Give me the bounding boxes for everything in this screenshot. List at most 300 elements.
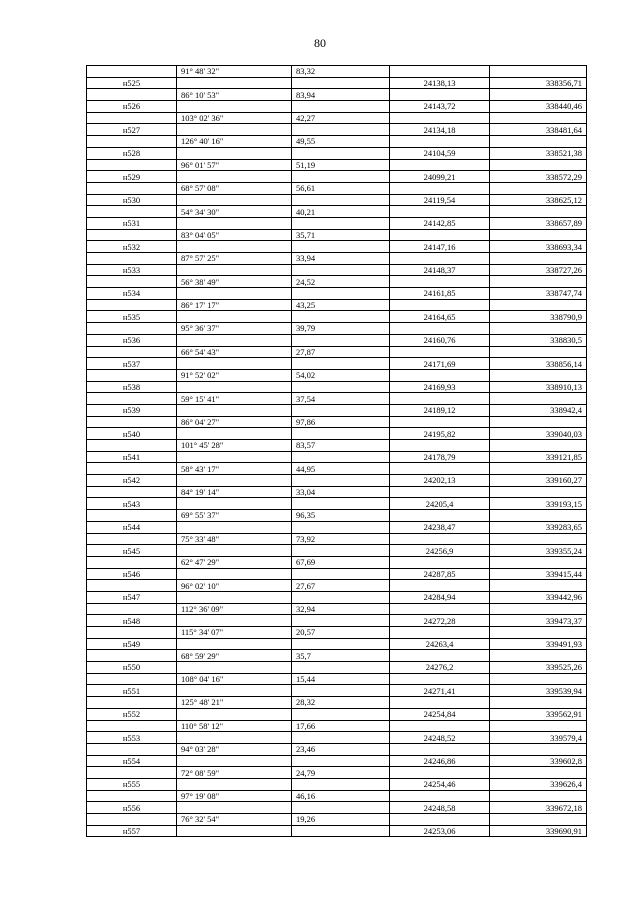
empty-cell [177,521,292,533]
empty-cell [490,533,587,545]
empty-cell [177,708,292,720]
empty-cell [390,182,490,194]
empty-cell [292,685,390,697]
empty-cell [490,89,587,101]
y-coordinate-cell: 339283,65 [490,521,587,533]
survey-table [86,65,587,837]
empty-cell [390,463,490,475]
point-name-cell: н542 [87,475,177,487]
empty-cell [177,311,292,323]
length-cell: 39,79 [292,323,390,335]
empty-cell [490,603,587,615]
empty-cell [490,673,587,685]
y-coordinate-cell: 338657,89 [490,217,587,229]
empty-cell [87,743,177,755]
empty-cell [390,743,490,755]
angle-cell: 75° 33' 48" [177,533,292,545]
point-row [87,802,587,814]
x-coordinate-cell: 24138,13 [390,77,490,89]
point-name-cell: н556 [87,802,177,814]
length-cell: 19,26 [292,814,390,826]
empty-cell [87,369,177,381]
angle-cell: 84° 19' 14" [177,486,292,498]
empty-cell [390,790,490,802]
empty-cell [390,650,490,662]
y-coordinate-cell: 338356,71 [490,77,587,89]
empty-cell [87,790,177,802]
angle-cell: 62° 47' 29" [177,556,292,568]
empty-cell [390,580,490,592]
point-name-cell: н539 [87,404,177,416]
empty-cell [292,428,390,440]
empty-cell [87,720,177,732]
empty-cell [292,591,390,603]
x-coordinate-cell: 24246,86 [390,755,490,767]
point-name-cell: н550 [87,662,177,674]
empty-cell [177,428,292,440]
empty-cell [292,217,390,229]
x-coordinate-cell: 24134,18 [390,124,490,136]
angle-cell: 91° 52' 02" [177,369,292,381]
empty-cell [87,580,177,592]
empty-cell [292,615,390,627]
empty-cell [87,206,177,218]
length-cell: 49,55 [292,136,390,148]
edge-row [87,697,587,709]
empty-cell [490,206,587,218]
empty-cell [390,440,490,452]
empty-cell [292,264,390,276]
length-cell: 33,04 [292,486,390,498]
edge-row [87,229,587,241]
point-row [87,381,587,393]
y-coordinate-cell: 339473,37 [490,615,587,627]
y-coordinate-cell: 339415,44 [490,568,587,580]
empty-cell [177,217,292,229]
empty-cell [87,603,177,615]
angle-cell: 103° 02' 36" [177,112,292,124]
y-coordinate-cell: 338693,34 [490,241,587,253]
point-row [87,147,587,159]
y-coordinate-cell: 339690,91 [490,825,587,837]
empty-cell [390,346,490,358]
edge-row [87,393,587,405]
empty-cell [87,510,177,522]
edge-row [87,89,587,101]
point-name-cell: н528 [87,147,177,159]
empty-cell [292,708,390,720]
edge-row [87,206,587,218]
edge-row [87,767,587,779]
edge-row [87,182,587,194]
length-cell: 96,35 [292,510,390,522]
empty-cell [390,697,490,709]
edge-row [87,346,587,358]
point-row [87,638,587,650]
empty-cell [490,346,587,358]
length-cell: 23,46 [292,743,390,755]
empty-cell [177,451,292,463]
empty-cell [390,673,490,685]
point-name-cell: н552 [87,708,177,720]
edge-row [87,650,587,662]
angle-cell: 59° 15' 41" [177,393,292,405]
y-coordinate-cell: 339562,91 [490,708,587,720]
y-coordinate-cell: 338481,64 [490,124,587,136]
point-row [87,521,587,533]
edge-row [87,510,587,522]
angle-cell: 112° 36' 09" [177,603,292,615]
empty-cell [490,299,587,311]
x-coordinate-cell: 24248,52 [390,732,490,744]
point-name-cell: н546 [87,568,177,580]
length-cell: 73,92 [292,533,390,545]
length-cell: 43,25 [292,299,390,311]
edge-row [87,440,587,452]
empty-cell [292,662,390,674]
y-coordinate-cell: 338727,26 [490,264,587,276]
empty-cell [490,580,587,592]
empty-cell [490,556,587,568]
y-coordinate-cell: 339672,18 [490,802,587,814]
point-row [87,241,587,253]
empty-cell [292,101,390,113]
empty-cell [292,498,390,510]
angle-cell: 86° 10' 53" [177,89,292,101]
point-row [87,732,587,744]
y-coordinate-cell: 338572,29 [490,171,587,183]
x-coordinate-cell: 24160,76 [390,334,490,346]
length-cell: 51,19 [292,159,390,171]
empty-cell [87,253,177,265]
edge-row [87,66,587,78]
empty-cell [490,720,587,732]
angle-cell: 87° 57' 25" [177,253,292,265]
angle-cell: 110° 58' 12" [177,720,292,732]
empty-cell [390,159,490,171]
point-row [87,124,587,136]
empty-cell [87,673,177,685]
empty-cell [292,825,390,837]
empty-cell [177,264,292,276]
empty-cell [87,276,177,288]
empty-cell [87,229,177,241]
empty-cell [490,276,587,288]
empty-cell [490,790,587,802]
edge-row [87,323,587,335]
y-coordinate-cell: 339355,24 [490,545,587,557]
empty-cell [177,825,292,837]
point-name-cell: н551 [87,685,177,697]
point-name-cell: н544 [87,521,177,533]
empty-cell [87,182,177,194]
empty-cell [87,814,177,826]
point-name-cell: н540 [87,428,177,440]
y-coordinate-cell: 338747,74 [490,288,587,300]
empty-cell [177,615,292,627]
point-row [87,755,587,767]
point-row [87,358,587,370]
x-coordinate-cell: 24164,65 [390,311,490,323]
x-coordinate-cell: 24272,28 [390,615,490,627]
empty-cell [87,486,177,498]
x-coordinate-cell: 24284,94 [390,591,490,603]
empty-cell [177,101,292,113]
x-coordinate-cell: 24142,85 [390,217,490,229]
angle-cell: 66° 54' 43" [177,346,292,358]
empty-cell [87,697,177,709]
y-coordinate-cell: 338521,38 [490,147,587,159]
angle-cell: 56° 38' 49" [177,276,292,288]
x-coordinate-cell: 24178,79 [390,451,490,463]
edge-row [87,720,587,732]
empty-cell [177,241,292,253]
empty-cell [177,334,292,346]
x-coordinate-cell: 24238,47 [390,521,490,533]
point-name-cell: н541 [87,451,177,463]
empty-cell [177,77,292,89]
empty-cell [490,323,587,335]
empty-cell [177,755,292,767]
point-row [87,498,587,510]
length-cell: 37,54 [292,393,390,405]
empty-cell [390,556,490,568]
y-coordinate-cell: 339602,8 [490,755,587,767]
empty-cell [490,253,587,265]
edge-row [87,253,587,265]
empty-cell [177,568,292,580]
edge-row [87,112,587,124]
angle-cell: 95° 36' 37" [177,323,292,335]
length-cell: 20,57 [292,627,390,639]
empty-cell [390,112,490,124]
empty-cell [490,112,587,124]
length-cell: 15,44 [292,673,390,685]
empty-cell [292,381,390,393]
point-name-cell: н555 [87,778,177,790]
point-row [87,194,587,206]
angle-cell: 68° 59' 29" [177,650,292,662]
y-coordinate-cell: 339579,4 [490,732,587,744]
y-coordinate-cell: 339040,03 [490,428,587,440]
length-cell: 97,86 [292,416,390,428]
length-cell: 32,94 [292,603,390,615]
angle-cell: 94° 03' 28" [177,743,292,755]
x-coordinate-cell: 24271,41 [390,685,490,697]
x-coordinate-cell: 24119,54 [390,194,490,206]
angle-cell: 115° 34' 07" [177,627,292,639]
length-cell: 83,94 [292,89,390,101]
empty-cell [390,767,490,779]
empty-cell [292,311,390,323]
empty-cell [490,393,587,405]
empty-cell [490,440,587,452]
y-coordinate-cell: 338790,9 [490,311,587,323]
point-row [87,545,587,557]
angle-cell: 68° 57' 08" [177,182,292,194]
empty-cell [490,486,587,498]
page-number: 80 [314,36,326,50]
x-coordinate-cell: 24148,37 [390,264,490,276]
y-coordinate-cell: 339626,4 [490,778,587,790]
x-coordinate-cell: 24195,82 [390,428,490,440]
y-coordinate-cell: 338856,14 [490,358,587,370]
empty-cell [87,323,177,335]
point-row [87,77,587,89]
y-coordinate-cell: 339160,27 [490,475,587,487]
x-coordinate-cell: 24099,21 [390,171,490,183]
empty-cell [87,767,177,779]
empty-cell [390,627,490,639]
x-coordinate-cell: 24143,72 [390,101,490,113]
empty-cell [177,545,292,557]
edge-row [87,299,587,311]
length-cell: 35,7 [292,650,390,662]
point-name-cell: н549 [87,638,177,650]
angle-cell: 126° 40' 16" [177,136,292,148]
empty-cell [177,147,292,159]
empty-cell [177,358,292,370]
empty-cell [390,486,490,498]
x-coordinate-cell: 24248,58 [390,802,490,814]
angle-cell: 96° 02' 10" [177,580,292,592]
x-coordinate-cell: 24147,16 [390,241,490,253]
edge-row [87,416,587,428]
length-cell: 17,66 [292,720,390,732]
empty-cell [490,369,587,381]
edge-row [87,486,587,498]
empty-cell [87,346,177,358]
edge-row [87,533,587,545]
empty-cell [87,440,177,452]
y-coordinate-cell: 339539,94 [490,685,587,697]
length-cell: 24,52 [292,276,390,288]
point-row [87,615,587,627]
empty-cell [490,697,587,709]
empty-cell [390,229,490,241]
point-name-cell: н537 [87,358,177,370]
x-coordinate-cell: 24287,85 [390,568,490,580]
empty-cell [490,416,587,428]
length-cell: 27,67 [292,580,390,592]
angle-cell: 54° 34' 30" [177,206,292,218]
empty-cell [177,662,292,674]
length-cell: 27,87 [292,346,390,358]
length-cell: 56,61 [292,182,390,194]
empty-cell [292,358,390,370]
point-row [87,662,587,674]
point-name-cell: н553 [87,732,177,744]
empty-cell [87,159,177,171]
empty-cell [87,66,177,78]
x-coordinate-cell: 24171,69 [390,358,490,370]
empty-cell [490,767,587,779]
point-name-cell: н536 [87,334,177,346]
empty-cell [87,299,177,311]
point-row [87,825,587,837]
point-row [87,568,587,580]
point-row [87,591,587,603]
empty-cell [292,521,390,533]
empty-cell [177,194,292,206]
empty-cell [292,147,390,159]
point-row [87,404,587,416]
empty-cell [490,159,587,171]
x-coordinate-cell: 24205,4 [390,498,490,510]
point-name-cell: н545 [87,545,177,557]
empty-cell [292,194,390,206]
length-cell: 54,02 [292,369,390,381]
point-name-cell: н547 [87,591,177,603]
empty-cell [390,206,490,218]
length-cell: 67,69 [292,556,390,568]
empty-cell [390,323,490,335]
empty-cell [87,627,177,639]
empty-cell [490,182,587,194]
point-name-cell: н531 [87,217,177,229]
point-name-cell: н525 [87,77,177,89]
empty-cell [292,334,390,346]
empty-cell [177,475,292,487]
empty-cell [390,369,490,381]
angle-cell: 97° 19' 08" [177,790,292,802]
empty-cell [87,393,177,405]
empty-cell [292,545,390,557]
empty-cell [490,814,587,826]
empty-cell [292,241,390,253]
point-name-cell: н543 [87,498,177,510]
empty-cell [390,89,490,101]
empty-cell [490,743,587,755]
empty-cell [390,510,490,522]
empty-cell [177,381,292,393]
length-cell: 42,27 [292,112,390,124]
x-coordinate-cell: 24263,4 [390,638,490,650]
empty-cell [390,299,490,311]
empty-cell [490,136,587,148]
x-coordinate-cell: 24189,12 [390,404,490,416]
empty-cell [390,720,490,732]
empty-cell [490,229,587,241]
y-coordinate-cell: 339491,93 [490,638,587,650]
empty-cell [390,393,490,405]
empty-cell [87,136,177,148]
point-name-cell: н533 [87,264,177,276]
x-coordinate-cell: 24254,46 [390,778,490,790]
empty-cell [292,288,390,300]
empty-cell [490,510,587,522]
empty-cell [87,533,177,545]
empty-cell [390,533,490,545]
empty-cell [87,463,177,475]
length-cell: 46,16 [292,790,390,802]
angle-cell: 91° 48' 32" [177,66,292,78]
point-name-cell: н535 [87,311,177,323]
empty-cell [87,650,177,662]
length-cell: 40,21 [292,206,390,218]
point-row [87,264,587,276]
empty-cell [292,77,390,89]
empty-cell [292,568,390,580]
length-cell: 28,32 [292,697,390,709]
point-name-cell: н526 [87,101,177,113]
empty-cell [490,650,587,662]
x-coordinate-cell: 24253,06 [390,825,490,837]
empty-cell [87,89,177,101]
angle-cell: 86° 04' 27" [177,416,292,428]
x-coordinate-cell: 24202,13 [390,475,490,487]
y-coordinate-cell: 339193,15 [490,498,587,510]
